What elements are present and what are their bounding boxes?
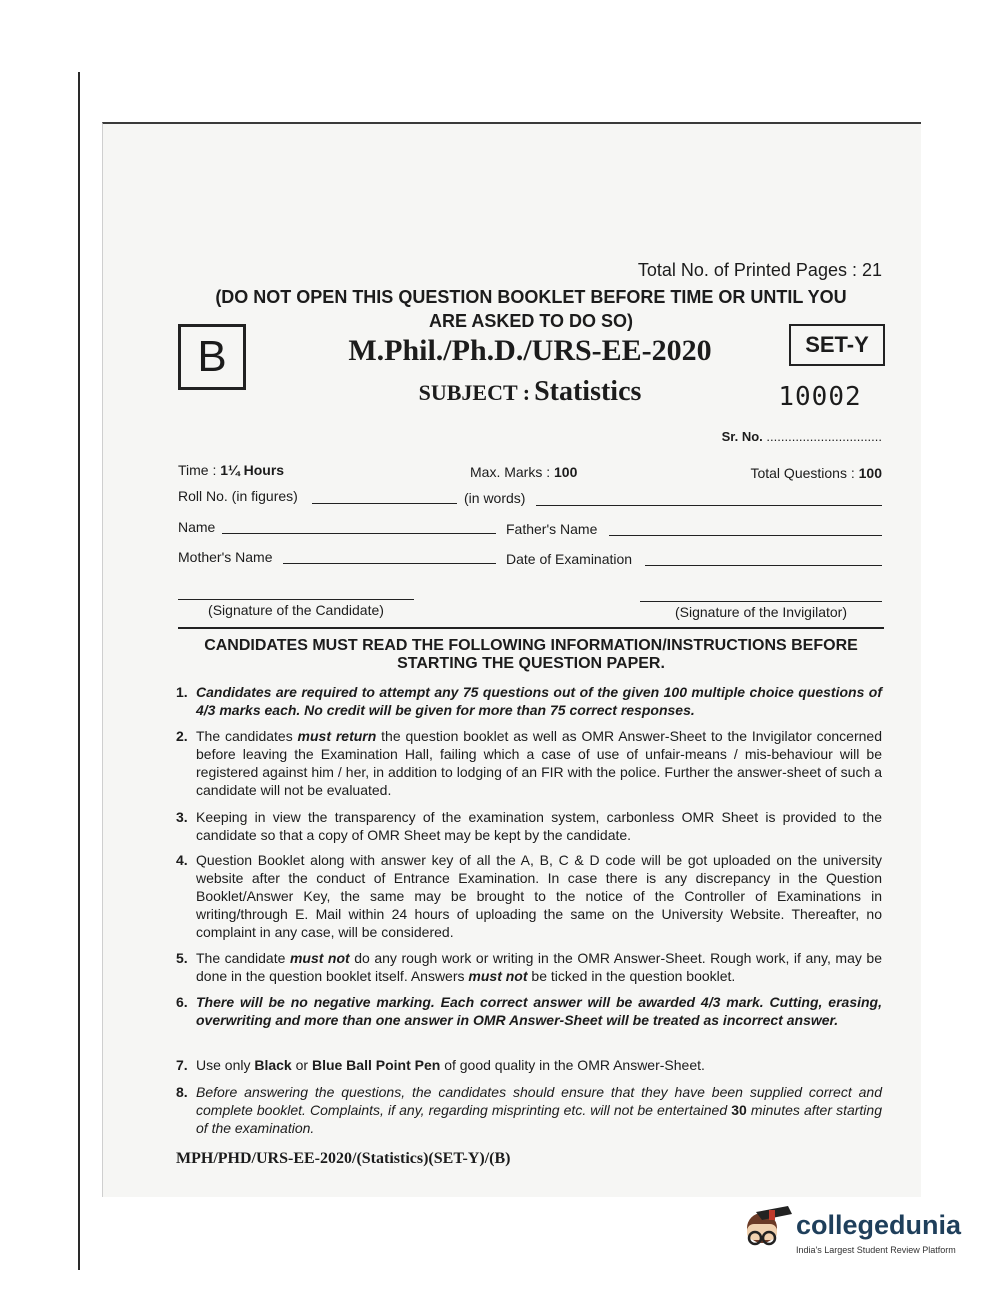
sr-no-label: Sr. No. — [721, 429, 763, 444]
sr-no — [600, 429, 882, 444]
total-questions — [690, 465, 882, 481]
max-marks-label: Max. Marks : — [470, 464, 551, 480]
name-field[interactable] — [222, 533, 496, 534]
name-label: Name — [178, 519, 216, 535]
instruction-item — [176, 683, 882, 719]
total-questions-label: Total Questions : — [750, 465, 855, 481]
time-label: Time : — [178, 462, 217, 478]
collegedunia-tagline: India's Largest Student Review Platform — [796, 1245, 956, 1255]
time-value: 1¼ Hours — [220, 462, 285, 478]
set-badge: SET-Y — [789, 324, 885, 366]
instructions-heading — [176, 637, 886, 673]
max-marks-value: 100 — [554, 464, 578, 480]
roll-no-figures-field[interactable] — [312, 503, 457, 504]
warning-line-2: ARE ASKED TO DO SO) — [428, 311, 634, 331]
roll-no-figures-label: Roll No. (in figures) — [178, 488, 298, 504]
invigilator-signature-label: (Signature of the Invigilator) — [675, 604, 847, 620]
roll-no-words-field[interactable] — [536, 505, 882, 506]
instruction-text: Use only Black or Blue Ball Point Pen of good quality in the OMR Answer-Sheet. — [196, 1057, 705, 1073]
instruction-text: The candidates must return the question booklet as well as OMR Answer-Sheet to the Invigilator concerned before leaving the Examination Hall, failing which a case of use of unfair-means / mis-behaviour will be registered against him / her, in addition to lodging of an FIR with the police. Further the answer-sheet of such a candidate will not be evaluated. — [196, 728, 882, 798]
instructions-heading-line-1: CANDIDATES MUST READ THE FOLLOWING INFORMATION/INSTRUCTIONS BEFORE — [204, 637, 858, 654]
warning-line-1: (DO NOT OPEN THIS QUESTION BOOKLET BEFORE TIME OR UNTIL YOU — [215, 287, 847, 307]
fathers-name-field[interactable] — [609, 535, 882, 536]
mothers-name-field[interactable] — [283, 563, 496, 564]
date-of-exam-label: Date of Examination — [506, 551, 633, 567]
instructions-heading-line-2: STARTING THE QUESTION PAPER. — [397, 655, 665, 672]
subject-value: Statistics — [534, 376, 642, 407]
instruction-text: Keeping in view the transparency of the examination system, carbonless OMR Sheet is provided to the candidate so that a copy of OMR Sheet may be kept by the candidate. — [196, 809, 882, 843]
roll-no-words-label: (in words) — [464, 490, 526, 506]
candidate-signature-line[interactable] — [178, 599, 414, 600]
instruction-text: There will be no negative marking. Each correct answer will be awarded 4/3 mark. Cutting, erasing, overwriting and more than one answer in OMR Answer-Sheet will be treated as incorrect answer. — [196, 994, 882, 1028]
instruction-text: Before answering the questions, the candidates should ensure that they have been supplied correct and complete booklet. Complaints, if any, regarding misprinting etc. will not be entertained 30 minutes after starting of the examination. — [196, 1084, 882, 1136]
total-questions-value: 100 — [858, 465, 882, 481]
instruction-item — [176, 808, 882, 844]
instruction-number: 3. — [176, 809, 188, 825]
instruction-item — [176, 949, 882, 985]
serial-code: 10002 — [778, 382, 862, 412]
fathers-name-label: Father's Name — [506, 521, 598, 537]
instruction-item — [176, 727, 882, 799]
divider — [178, 627, 884, 629]
instruction-item — [176, 993, 882, 1029]
invigilator-signature-line[interactable] — [640, 601, 882, 602]
instruction-text: Candidates are required to attempt any 75 questions out of the given 100 multiple choice questions of 4/3 marks each. No credit will be given for more than 75 correct responses. — [196, 684, 882, 718]
date-of-exam-field[interactable] — [645, 565, 882, 566]
instruction-text: Question Booklet along with answer key of all the A, B, C & D code will be got uploaded on the university website after the conduct of Entrance Examination. In case there is any discrepancy in the Question Booklet/Answer Key, the same may be brought to the notice of the Controller of Examinations in writing/through E. Mail within 24 hours of uploading the same on the University Website. Thereafter, no complaint in any case, will be considered. — [196, 852, 882, 940]
sr-no-dots: ................................ — [766, 429, 882, 444]
instruction-item — [176, 851, 882, 941]
instruction-number: 6. — [176, 994, 188, 1010]
collegedunia-brand: collegedunia — [796, 1210, 962, 1240]
instruction-text: The candidate must not do any rough work or writing in the OMR Answer-Sheet. Rough work, if any, may be done in the question booklet itself. Answers must not be ticked in the question booklet. — [196, 950, 882, 984]
total-pages: Total No. of Printed Pages : 21 — [637, 260, 882, 280]
mothers-name-label: Mother's Name — [178, 549, 273, 565]
time — [178, 462, 284, 478]
instruction-number: 2. — [176, 728, 188, 744]
exam-title: M.Phil./Ph.D./URS-EE-2020 — [348, 334, 712, 367]
collegedunia-logo-icon — [736, 1200, 796, 1256]
footer-code: MPH/PHD/URS-EE-2020/(Statistics)(SET-Y)/(B) — [176, 1150, 511, 1167]
instruction-number: 5. — [176, 950, 188, 966]
instruction-number: 7. — [176, 1057, 188, 1073]
max-marks — [470, 464, 577, 480]
booklet-code-box: B — [178, 324, 246, 390]
instruction-item — [176, 1083, 882, 1137]
subject-label: SUBJECT : — [418, 380, 531, 405]
candidate-signature-label: (Signature of the Candidate) — [208, 602, 384, 618]
subject-line — [300, 376, 760, 408]
instruction-item — [176, 1056, 882, 1074]
instruction-number: 4. — [176, 852, 188, 868]
instruction-number: 8. — [176, 1084, 188, 1100]
instruction-number: 1. — [176, 684, 188, 700]
scan-edge-line — [78, 72, 80, 1270]
